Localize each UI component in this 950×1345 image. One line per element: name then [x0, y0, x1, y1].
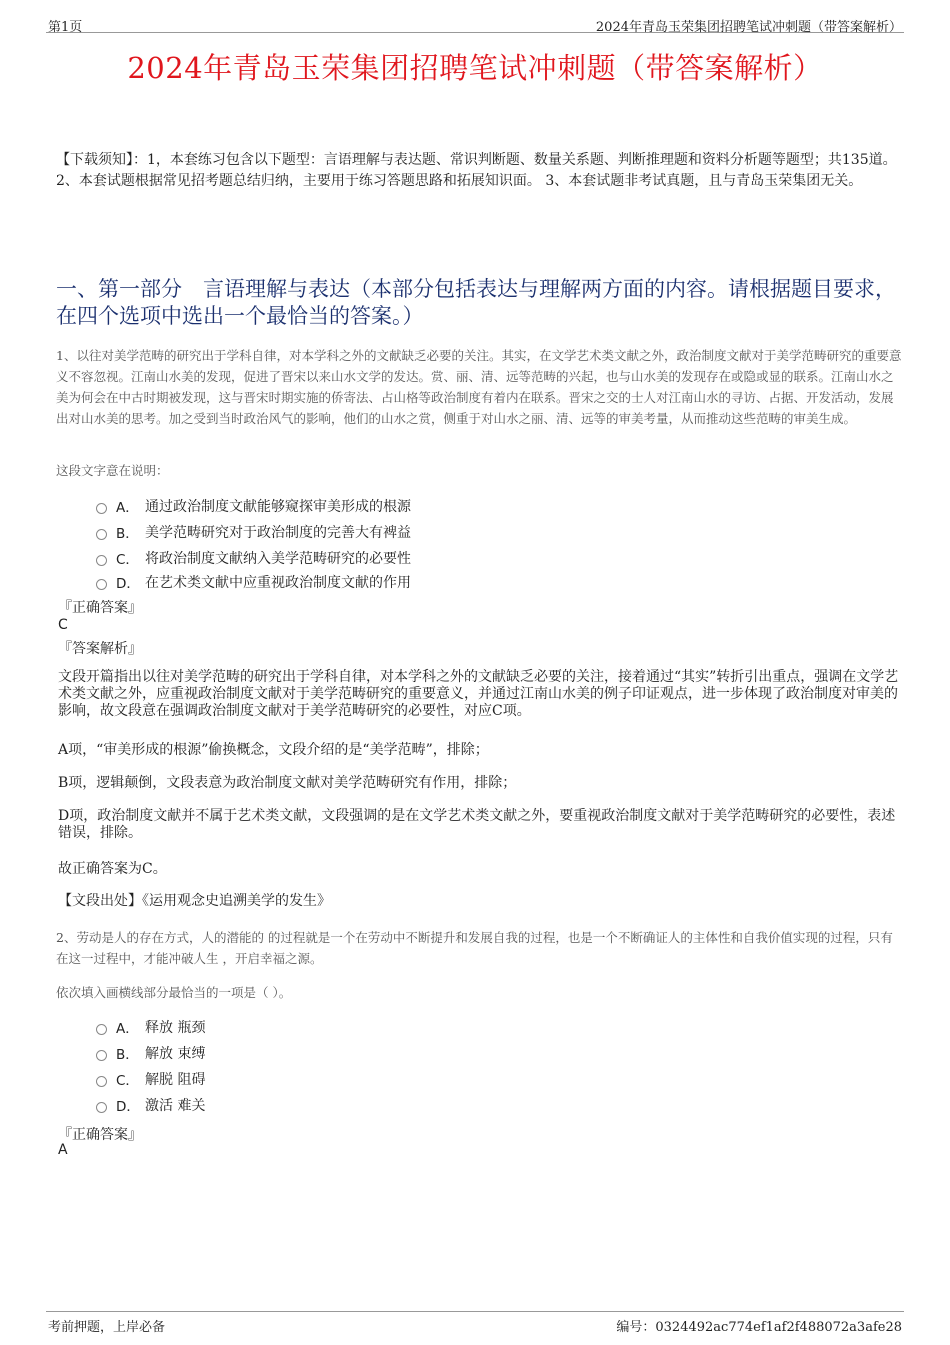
answer-label: 『正确答案』 [58, 1127, 142, 1143]
question-1-options [96, 493, 696, 593]
analysis-paragraph: B项，逻辑颠倒，文段表意为政治制度文献对美学范畴研究有作用，排除； [58, 775, 517, 791]
option-c[interactable] [96, 1066, 696, 1092]
question-1-stem: 1、以往对美学范畴的研究出于学科自律，对本学科之外的文献缺乏必要的关注。其实，在文学艺术类文献之外，政治制度文献对于美学范畴研究的重要意义不容忽视。江南山水美的发现，促进了晋宋以来山水文学的发达。赏、丽、清、远等范畴的兴起，也与山水美的发现存在或隐或显的联系。江南山水之美为何会在中古时期被发现，这与晋宋时期实施的侨寄法、占山格等政治制度有着内在联系。晋宋之交的士人对江南山水的寻访、占据、开发活动，发展出对山水美的思考。加之受到当时政治风气的影响，他们的山水之赏，侧重于对山水之丽、清、远等的审美考量，从而推动这些范畴的审美生成。 [56, 348, 902, 426]
analysis-conclusion: 故正确答案为C。 [58, 861, 167, 877]
radio-icon[interactable] [96, 1076, 107, 1087]
radio-icon[interactable] [96, 529, 107, 540]
option-b[interactable] [96, 519, 696, 545]
page-header [46, 14, 904, 33]
option-a[interactable] [96, 1014, 696, 1040]
question-2-options [96, 1014, 696, 1118]
option-label: D． [116, 576, 140, 592]
option-d[interactable] [96, 571, 696, 593]
source-note: 【文段出处】《运用观念史追溯美学的发生》 [58, 893, 331, 909]
question-2-stem: 2、劳动是人的存在方式，人的潜能的 的过程就是一个在劳动中不断提升和发展自我的过程，也是一个不断确证人的主体性和自我价值实现的过程，只有在这一过程中，才能冲破人生 ，开启幸福之源。 [56, 930, 893, 966]
radio-icon[interactable] [96, 503, 107, 514]
option-c[interactable] [96, 545, 696, 571]
option-text: 解放 束缚 [145, 1046, 206, 1062]
option-text: 解脱 阻碍 [145, 1072, 206, 1088]
question-2-prompt: 依次填入画横线部分最恰当的一项是（ ）。 [56, 985, 292, 1000]
option-label: C． [116, 1073, 139, 1089]
footer-doc-id: 编号：0324492ac774ef1af2f488072a3afe28 [616, 1320, 902, 1335]
option-label: A． [116, 1021, 139, 1037]
footer-slogan: 考前押题，上岸必备 [48, 1320, 166, 1335]
option-label: B． [116, 1047, 139, 1063]
radio-icon[interactable] [96, 555, 107, 566]
option-text: 通过政治制度文献能够窥探审美形成的根源 [145, 499, 411, 515]
option-a[interactable] [96, 493, 696, 519]
option-d[interactable] [96, 1092, 696, 1118]
analysis-paragraph: D项，政治制度文献并不属于艺术类文献，文段强调的是在文学艺术类文献之外，要重视政治制度文献对于美学范畴研究的必要性，表述错误，排除。 [58, 808, 896, 841]
option-text: 释放 瓶颈 [145, 1020, 206, 1036]
radio-icon[interactable] [96, 1024, 107, 1035]
answer-value: A [58, 1142, 68, 1158]
answer-label: 『正确答案』 [58, 600, 142, 616]
option-label: C． [116, 552, 139, 568]
section-heading: 一、第一部分 言语理解与表达（本部分包括表达与理解两方面的内容。请根据题目要求，在四个选项中选出一个最恰当的答案。） [56, 277, 896, 328]
option-b[interactable] [96, 1040, 696, 1066]
analysis-label: 『答案解析』 [58, 641, 142, 657]
option-text: 美学范畴研究对于政治制度的完善大有裨益 [145, 525, 411, 541]
analysis-paragraph: 文段开篇指出以往对美学范畴的研究出于学科自律，对本学科之外的文献缺乏必要的关注，接着通过“其实”转折引出重点，强调在文学艺术类文献之外，应重视政治制度文献对于美学范畴研究的重要意义，并通过江南山水美的例子印证观点，进一步体现了政治制度对审美的影响，故文段意在强调政治制度文献对于美学范畴研究的必要性，对应C项。 [58, 669, 899, 719]
answer-value: C [58, 617, 68, 633]
option-label: B． [116, 526, 139, 542]
option-label: A． [116, 500, 139, 516]
option-label: D． [116, 1099, 140, 1115]
option-text: 将政治制度文献纳入美学范畴研究的必要性 [145, 551, 411, 567]
radio-icon[interactable] [96, 1102, 107, 1113]
option-text: 在艺术类文献中应重视政治制度文献的作用 [145, 575, 411, 591]
option-text: 激活 难关 [145, 1098, 206, 1114]
page-footer [46, 1311, 904, 1335]
question-1-prompt: 这段文字意在说明： [56, 463, 169, 478]
analysis-paragraph: A项，“审美形成的根源”偷换概念，文段介绍的是“美学范畴”，排除； [58, 742, 489, 758]
header-doc-title: 2024年青岛玉荣集团招聘笔试冲刺题（带答案解析） [595, 20, 902, 35]
radio-icon[interactable] [96, 1050, 107, 1061]
page-number: 第1页 [48, 20, 83, 35]
radio-icon[interactable] [96, 579, 107, 590]
document-title: 2024年青岛玉荣集团招聘笔试冲刺题（带答案解析） [127, 51, 823, 85]
download-notice: 【下载须知】：1，本套练习包含以下题型：言语理解与表达题、常识判断题、数量关系题、判断推理题和资料分析题等题型；共135道。 2、本套试题根据常见招考题总结归纳，主要用于练习答题思路和拓展知识面。 3、本套试题非考试真题，且与青岛玉荣集团无关。 [56, 152, 897, 189]
